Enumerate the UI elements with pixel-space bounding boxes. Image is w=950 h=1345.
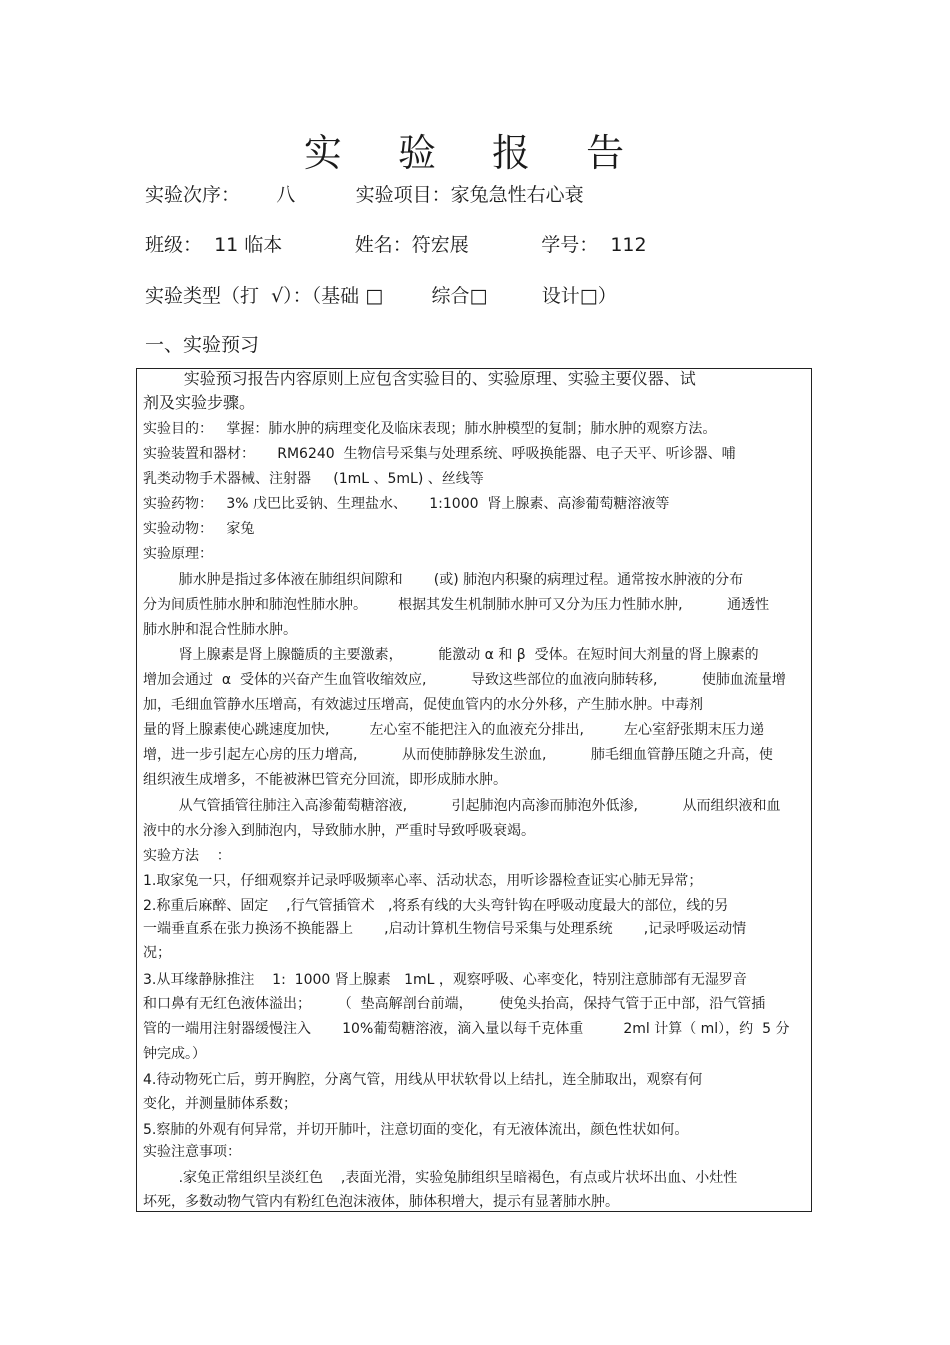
box-line: 加，毛细血管静水压增高，有效滤过压增高，促使血管内的水分外移，产生肺水肿。中毒剂	[143, 697, 703, 713]
box-line: 实验装置和器材： RM6240 生物信号采集与处理系统、呼吸换能器、电子天平、听诊器、哺	[143, 446, 736, 462]
box-line: 实验预习报告内容原则上应包含实验目的、实验原理、实验主要仪器、试	[143, 369, 696, 388]
box-line: 况；	[143, 945, 171, 961]
box-line: 1.取家兔一只，仔细观察并记录呼吸频率心率、活动状态，用听诊器检查证实心肺无异常；	[143, 873, 703, 889]
box-line: 坏死，多数动物气管内有粉红色泡沫液体，肺体积增大，提示有显著肺水肿。	[143, 1194, 619, 1210]
box-line: 肺水肿和混合性肺水肿。	[143, 622, 297, 638]
box-line: 从气管插管往肺注入高渗葡萄糖溶液, 引起肺泡内高渗而肺泡外低渗, 从而组织液和血	[143, 798, 781, 814]
box-line: 3.从耳缘静脉推注 1: 1000 肾上腺素 1mL ，观察呼吸、心率变化，特别注意肺部有无湿罗音	[143, 972, 747, 988]
box-line: .家兔正常组织呈淡红色 ,表面光滑，实验兔肺组织呈暗褐色，有点或片状坏出血、小灶性	[143, 1170, 738, 1186]
box-line: 增，进一步引起左心房的压力增高, 从而使肺静脉发生淤血, 肺毛细血管静压随之升高，使	[143, 747, 773, 763]
experiment-type-line: 实验类型（打 √）：（基础 □ 综合□ 设计□）	[145, 285, 617, 307]
box-line: 液中的水分渗入到肺泡内，导致肺水肿，严重时导致呼吸衰竭。	[143, 823, 535, 839]
box-line: 钟完成。）	[143, 1046, 206, 1062]
box-line: 5.察肺的外观有何异常，并切开肺叶，注意切面的变化，有无液体流出，颜色性状如何。	[143, 1122, 689, 1138]
experiment-order-line: 实验次序： 八 实验项目：家兔急性右心衰	[145, 184, 584, 206]
box-line: 肾上腺素是肾上腺髓质的主要激素， 能激动 α 和 β 受体。在短时间大剂量的肾上腺素的	[143, 647, 759, 663]
box-line: 分为间质性肺水肿和肺泡性肺水肿。 根据其发生机制肺水肿可又分为压力性肺水肿, 通透性	[143, 597, 770, 613]
box-line: 2.称重后麻醉、固定 ,行气管插管术 ,将系有线的大头弯针钩在呼吸动度最大的部位，线的另	[143, 898, 729, 914]
box-line: 实验药物： 3% 戊巴比妥钠、生理盐水、 1:1000 肾上腺素、高渗葡萄糖溶液等	[143, 496, 670, 512]
box-line: 变化，并测量肺体系数；	[143, 1096, 297, 1112]
box-line: 组织液生成增多，不能被淋巴管充分回流，即形成肺水肿。	[143, 772, 507, 788]
section-title: 一、实验预习	[145, 334, 260, 356]
box-line: 实验原理：	[143, 546, 213, 562]
box-line: 乳类动物手术器械、注射器 (1mL 、5mL) 、丝线等	[143, 471, 484, 487]
box-line: 和口鼻有无红色液体溢出； （ 垫高解剖台前端， 使兔头抬高，保持气管于正中部，沿气管插	[143, 996, 766, 1012]
box-line: 管的一端用注射器缓慢注入 10%葡萄糖溶液，滴入量以每千克体重 2ml 计算（ ml），约 5 分	[143, 1021, 790, 1037]
box-line: 量的肾上腺素使心跳速度加快, 左心室不能把注入的血液充分排出, 左心室舒张期末压力递	[143, 722, 765, 738]
box-line: 肺水肿是指过多体液在肺组织间隙和 (或) 肺泡内积聚的病理过程。通常按水肿液的分布	[143, 572, 744, 588]
box-line: 实验动物： 家兔	[143, 521, 255, 537]
box-line: 实验目的： 掌握：肺水肿的病理变化及临床表现；肺水肿模型的复制；肺水肿的观察方法。	[143, 421, 717, 437]
box-line: 实验注意事项：	[143, 1144, 241, 1160]
report-title: 实 验 报 告	[303, 131, 647, 175]
student-info-line: 班级： 11 临本 姓名：符宏展 学号： 112	[145, 234, 647, 256]
box-line: 4.待动物死亡后，剪开胸腔，分离气管，用线从甲状软骨以上结扎，连全肺取出，观察有何	[143, 1072, 703, 1088]
box-line: 剂及实验步骤。	[143, 393, 256, 412]
box-line: 增加会通过 α 受体的兴奋产生血管收缩效应, 导致这些部位的血液向肺转移, 使肺血流量增	[143, 672, 786, 688]
box-line: 一端垂直系在张力换汤不换能器上 ,启动计算机生物信号采集与处理系统 ,记录呼吸运动情	[143, 921, 747, 937]
box-line: 实验方法 ：	[143, 848, 231, 864]
